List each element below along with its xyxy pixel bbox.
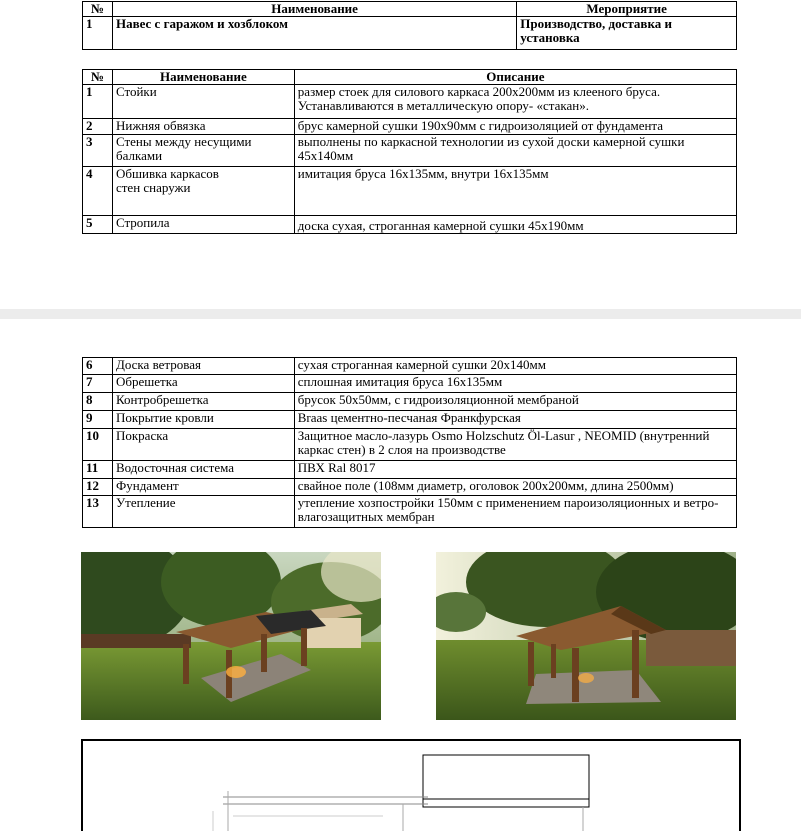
table-row (83, 375, 737, 393)
cell-num: 4 (83, 167, 113, 216)
cell-name: Стойки (112, 85, 294, 119)
cell-desc: сухая строганная камерной сушки 20х140мм (294, 358, 736, 375)
header-name: Наименование (112, 2, 516, 17)
table-row (83, 461, 737, 479)
table-row (83, 135, 737, 167)
cell-desc: брусок 50х50мм, с гидроизоляционной мембраной (294, 393, 736, 411)
cell-name: Обрешетка (112, 375, 294, 393)
cell-name: Покраска (112, 429, 294, 461)
table-row (83, 216, 737, 234)
table-row (83, 429, 737, 461)
cell-num: 11 (83, 461, 113, 479)
cell-desc: ПВХ Ral 8017 (294, 461, 736, 479)
specification-table-continued (82, 357, 737, 528)
cell-name: Водосточная система (112, 461, 294, 479)
cell-num: 1 (83, 17, 113, 50)
cell-desc: брус камерной сушки 190х90мм с гидроизоляцией от фундамента (294, 119, 736, 135)
cell-num: 1 (83, 85, 113, 119)
document-page-2 (0, 319, 801, 818)
cell-name: Стропила (112, 216, 294, 234)
table-row (83, 411, 737, 429)
cell-name: Стены между несущими балками (112, 135, 294, 167)
project-table (82, 1, 737, 50)
cell-num: 7 (83, 375, 113, 393)
page-separator (0, 309, 801, 319)
cell-desc: имитация бруса 16х135мм, внутри 16х135мм (294, 167, 736, 216)
cell-num: 9 (83, 411, 113, 429)
cell-name: Навес с гаражом и хозблоком (112, 17, 516, 50)
cell-num: 12 (83, 479, 113, 496)
cell-name: Фундамент (112, 479, 294, 496)
table-row (83, 479, 737, 496)
header-desc: Описание (294, 70, 736, 85)
cell-desc: Braas цементно-песчаная Франкфурская (294, 411, 736, 429)
cell-num: 10 (83, 429, 113, 461)
cell-name: Утепление (112, 496, 294, 528)
pergola-render-with-garage (81, 552, 381, 720)
document-page-1 (0, 0, 801, 309)
cell-name: Контробрешетка (112, 393, 294, 411)
cell-desc: сплошная имитация бруса 16х135мм (294, 375, 736, 393)
cell-name: Покрытие кровли (112, 411, 294, 429)
cell-desc: размер стоек для силового каркаса 200х200мм из клееного бруса. Устанавливаются в металлическую опору- «стакан». (294, 85, 736, 119)
table-row (83, 85, 737, 119)
cell-num: 2 (83, 119, 113, 135)
cell-num: 13 (83, 496, 113, 528)
cell-action: Производство, доставка и установка (517, 17, 737, 50)
table-row (83, 393, 737, 411)
cell-num: 5 (83, 216, 113, 234)
cell-num: 8 (83, 393, 113, 411)
table-row (83, 17, 737, 50)
cell-desc: доска сухая, строганная камерной сушки 45х190мм (294, 216, 736, 234)
header-num: № (83, 2, 113, 17)
cell-desc: свайное поле (108мм диаметр, оголовок 200х200мм, длина 2500мм) (294, 479, 736, 496)
cell-name: Обшивка каркасов стен снаружи (112, 167, 294, 216)
header-name: Наименование (112, 70, 294, 85)
cell-name: Доска ветровая (112, 358, 294, 375)
table-row (83, 119, 737, 135)
specification-table (82, 69, 737, 234)
cell-num: 6 (83, 358, 113, 375)
header-num: № (83, 70, 113, 85)
cell-desc: Защитное масло-лазурь Osmo Holzschutz Öl-Lasur , NEOMID (внутренний каркас стен) в 2 слоя на производстве (294, 429, 736, 461)
cell-desc: выполнены по каркасной технологии из сухой доски камерной сушки 45х140мм (294, 135, 736, 167)
header-action: Мероприятие (517, 2, 737, 17)
cell-desc: утепление хозпостройки 150мм с применением пароизоляционных и ветро-влагозащитных мембран (294, 496, 736, 528)
table-row (83, 496, 737, 528)
pergola-render-front-view (436, 552, 736, 720)
cell-num: 3 (83, 135, 113, 167)
table-header-row (83, 2, 737, 17)
table-row (83, 358, 737, 375)
cell-name: Нижняя обвязка (112, 119, 294, 135)
table-row (83, 167, 737, 216)
technical-drawing (81, 739, 741, 831)
table-header-row (83, 70, 737, 85)
